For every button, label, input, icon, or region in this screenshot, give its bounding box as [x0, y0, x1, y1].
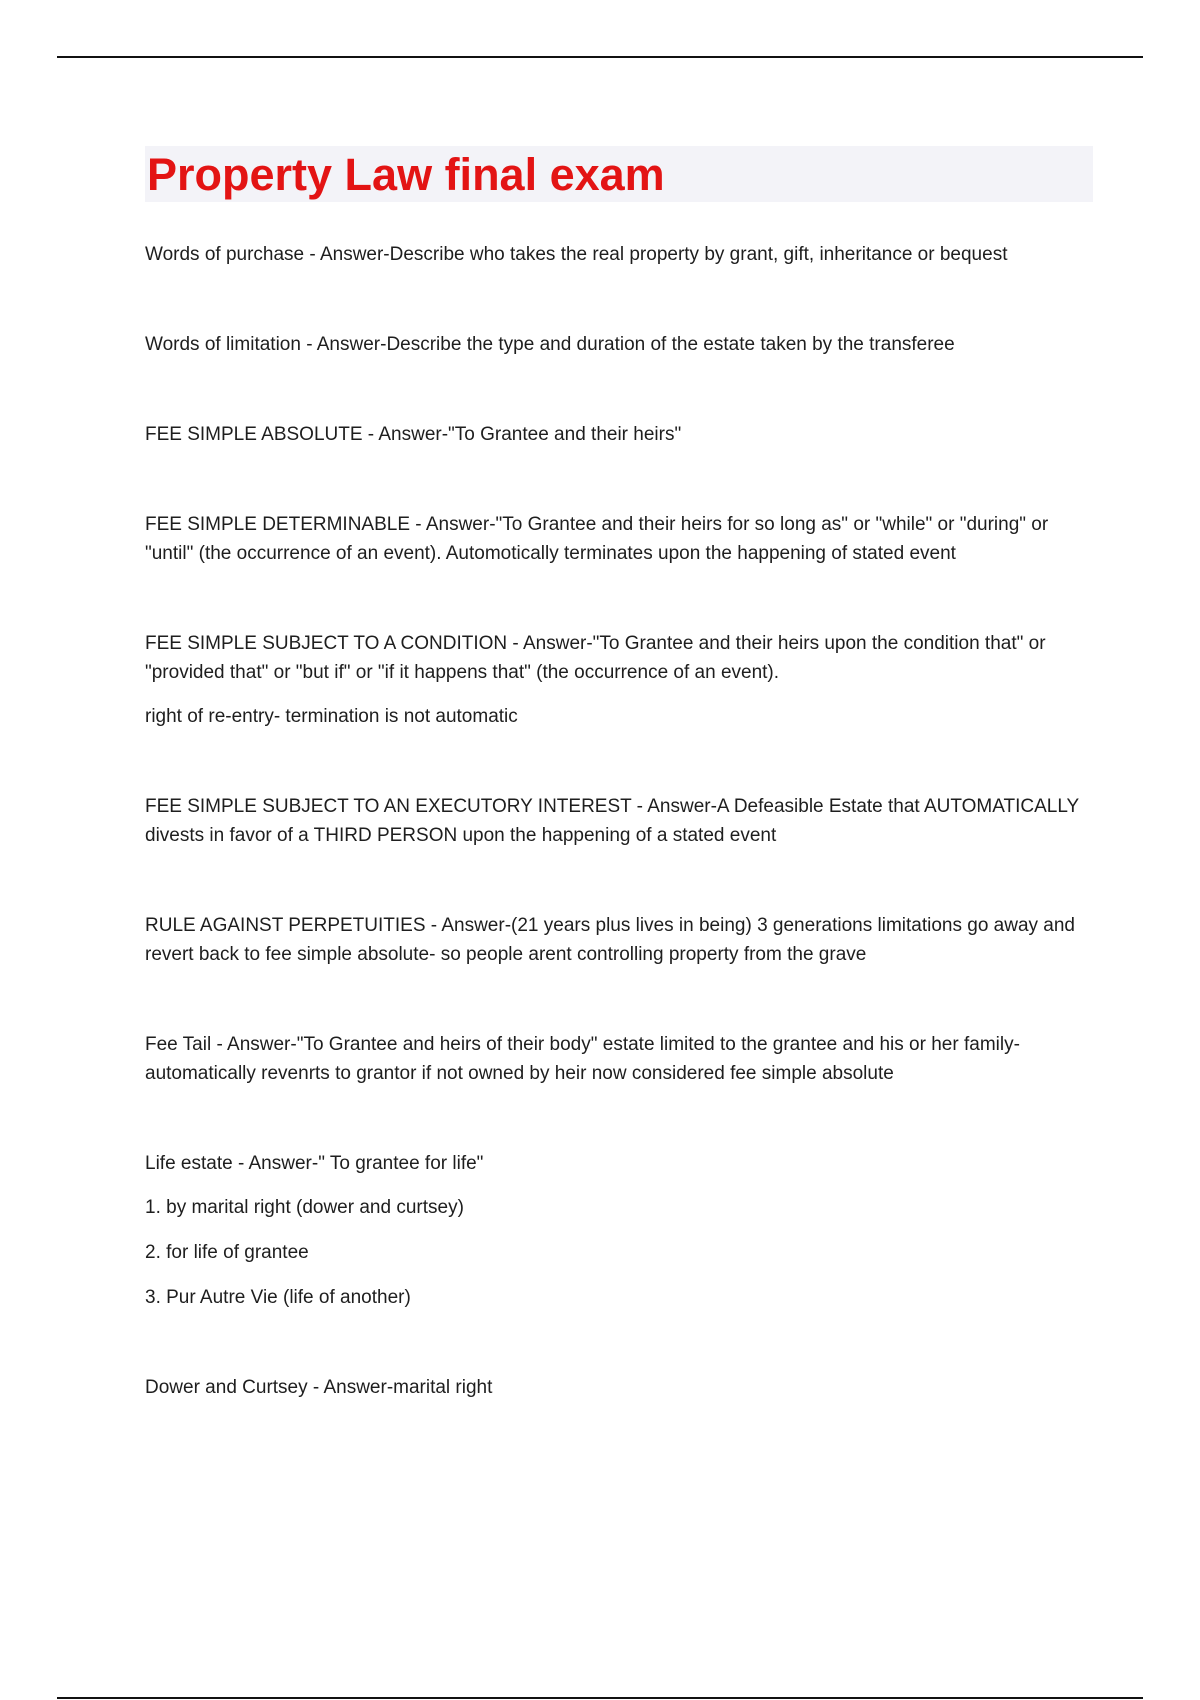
qa-entry-fee-simple-absolute: [145, 420, 1093, 449]
qa-entry-rule-against-perpetuities: [145, 911, 1093, 969]
qa-entry-life-estate: [145, 1149, 1093, 1312]
qa-entries: [145, 240, 1093, 1402]
document-page: [145, 146, 1093, 1402]
qa-entry-fee-simple-condition: [145, 629, 1093, 731]
entry-text: FEE SIMPLE ABSOLUTE - Answer-"To Grantee and their heirs": [145, 424, 682, 445]
entry-text: RULE AGAINST PERPETUITIES - Answer-(21 years plus lives in being) 3 generations limitations go away and revert back to fee simple absolute- so people arent controlling property from the grave: [145, 915, 1075, 965]
title-band: [145, 146, 1093, 202]
entry-text: FEE SIMPLE SUBJECT TO A CONDITION - Answer-"To Grantee and their heirs upon the condition that" or "provided that" or "but if" or "if it happens that" (the occurrence of an event).: [145, 633, 1046, 683]
top-rule: [57, 56, 1143, 58]
bottom-rule: [57, 1697, 1143, 1699]
entry-text: Life estate - Answer-" To grantee for life": [145, 1153, 484, 1174]
qa-entry-dower-and-curtsey: [145, 1373, 1093, 1402]
qa-entry-words-of-limitation: [145, 330, 1093, 359]
entry-note: right of re-entry- termination is not automatic: [145, 706, 518, 727]
entry-text: Fee Tail - Answer-"To Grantee and heirs of their body" estate limited to the grantee and his or her family- automatically revenrts to grantor if not owned by heir now considered fee simple absolute: [145, 1034, 1020, 1084]
entry-text: Dower and Curtsey - Answer-marital right: [145, 1377, 493, 1398]
entry-text: FEE SIMPLE SUBJECT TO AN EXECUTORY INTEREST - Answer-A Defeasible Estate that AUTOMATICALLY divests in favor of a THIRD PERSON upon the happening of a stated event: [145, 796, 1079, 846]
list-item: 2. for life of grantee: [145, 1242, 309, 1263]
qa-entry-executory-interest: [145, 792, 1093, 850]
entry-text: Words of purchase - Answer-Describe who takes the real property by grant, gift, inheritance or bequest: [145, 244, 1008, 265]
list-item: 1. by marital right (dower and curtsey): [145, 1197, 464, 1218]
qa-entry-fee-tail: [145, 1030, 1093, 1088]
entry-text: Words of limitation - Answer-Describe the type and duration of the estate taken by the transferee: [145, 334, 955, 355]
qa-entry-words-of-purchase: [145, 240, 1093, 269]
entry-text: FEE SIMPLE DETERMINABLE - Answer-"To Grantee and their heirs for so long as" or "while" or "during" or "until" (the occurrence of an event). Automotically terminates upon the happening of stated event: [145, 514, 1049, 564]
document-title: Property Law final exam: [147, 148, 665, 200]
qa-entry-fee-simple-determinable: [145, 510, 1093, 568]
list-item: 3. Pur Autre Vie (life of another): [145, 1287, 411, 1308]
